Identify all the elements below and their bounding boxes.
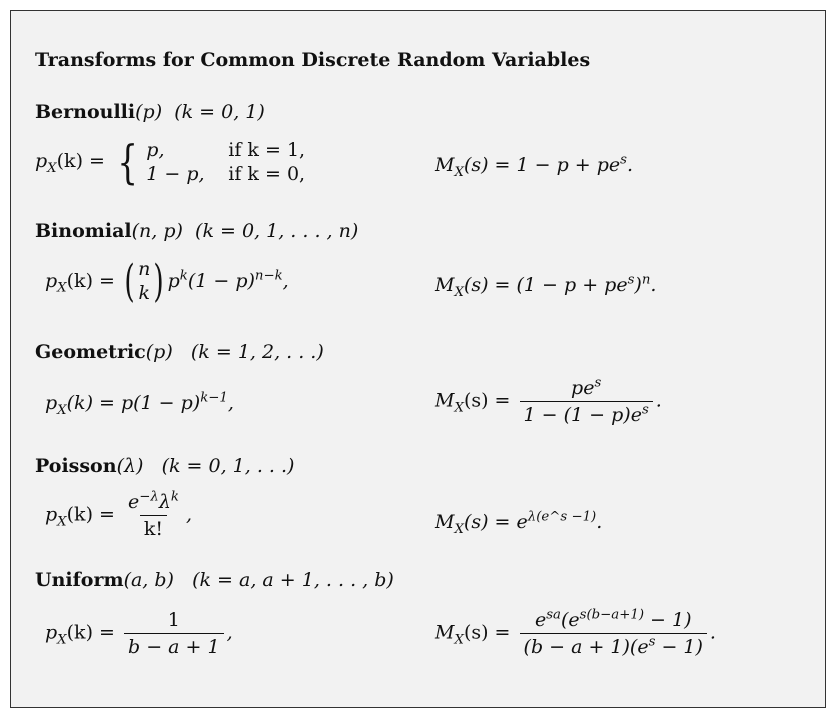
pmf-term-2: (1 − p) xyxy=(187,269,255,292)
pmf-symbol: p xyxy=(35,150,48,172)
uniform-pmf-fraction xyxy=(124,609,224,658)
case-1-value: p, xyxy=(146,139,165,161)
fraction-denominator: b − a + 1 xyxy=(124,633,224,658)
fraction-denominator: $(b - a + 1)(e^s - 1)$ xyxy=(520,633,707,658)
mgf-symbol: M xyxy=(435,621,455,644)
mgf-subscript: X xyxy=(454,284,464,300)
mgf-exponent: λ(e^s −1) xyxy=(527,509,597,525)
mgf-close-paren: ) xyxy=(634,274,642,296)
geometric-mgf-fraction xyxy=(520,377,653,426)
pmf-exponent: k−1 xyxy=(200,390,228,406)
poisson-pmf-fraction xyxy=(124,491,183,540)
binomial-coefficient xyxy=(121,255,168,307)
uniform-support: (k = a, a + 1, . . . , b) xyxy=(192,569,394,591)
mgf-symbol: M xyxy=(435,154,455,176)
left-brace-icon: { xyxy=(117,135,138,189)
poisson-heading xyxy=(35,455,294,477)
case-2-value: 1 − p, xyxy=(146,163,205,185)
pmf-subscript: X xyxy=(57,514,67,530)
bernoulli-heading xyxy=(35,101,265,123)
mgf-period: . xyxy=(596,511,603,533)
poisson-mgf xyxy=(435,509,603,537)
fraction-numerator: $e^{sa}(e^{s(b-a+1)} - 1)$ xyxy=(534,607,692,631)
pmf-term-exponent: k xyxy=(179,268,188,284)
fraction-denominator: $1 - (1 - p)e^s$ xyxy=(520,401,653,426)
binom-top: n xyxy=(138,258,151,280)
geometric-heading xyxy=(35,341,324,363)
pmf-comma: , xyxy=(226,621,233,644)
binomial-heading xyxy=(35,220,358,242)
pmf-subscript: X xyxy=(57,280,67,296)
pmf-argument: (k) = xyxy=(56,150,105,172)
uniform-mgf-fraction xyxy=(520,609,707,658)
pmf-comma: , xyxy=(282,269,289,292)
mgf-symbol: M xyxy=(435,511,455,533)
fraction-denominator: k! xyxy=(140,515,167,540)
mgf-subscript: X xyxy=(454,400,464,416)
fraction-numerator: $e^{-\lambda}\lambda^k$ xyxy=(128,489,179,513)
bernoulli-mgf xyxy=(435,152,634,180)
mgf-exponent: s xyxy=(620,152,627,168)
left-paren-icon: ( xyxy=(124,255,135,307)
binomial-name: Binomial xyxy=(35,220,132,242)
mgf-symbol: M xyxy=(435,274,455,296)
bernoulli-pmf xyxy=(35,135,306,189)
binomial-mgf xyxy=(435,272,657,300)
pmf-comma: , xyxy=(185,503,192,526)
bernoulli-params: (p) xyxy=(135,101,163,123)
geometric-support: (k = 1, 2, . . .) xyxy=(190,341,324,363)
fraction-numerator: $pe^s$ xyxy=(571,375,602,399)
fraction-numerator: 1 xyxy=(167,609,180,631)
mgf-subscript: X xyxy=(454,521,464,537)
mgf-argument: (s) = xyxy=(463,389,511,412)
uniform-params: (a, b) xyxy=(123,569,174,591)
case-1-condition: if k = 1, xyxy=(228,139,306,161)
pmf-subscript: X xyxy=(57,632,67,648)
pmf-symbol: p xyxy=(45,621,58,644)
mgf-period: . xyxy=(627,154,634,176)
mgf-expression: (s) = (1 − p + pe xyxy=(463,274,628,296)
pmf-argument: (k) = xyxy=(66,269,115,292)
poisson-params: (λ) xyxy=(116,455,144,477)
mgf-subscript: X xyxy=(454,164,464,180)
bernoulli-name: Bernoulli xyxy=(35,101,136,123)
poisson-support: (k = 0, 1, . . .) xyxy=(161,455,295,477)
pmf-term: p xyxy=(167,269,180,292)
pmf-symbol: p xyxy=(45,503,58,526)
mgf-symbol: M xyxy=(435,389,455,412)
pmf-expression: (k) = p(1 − p) xyxy=(66,392,201,414)
pmf-symbol: p xyxy=(45,392,58,414)
binomial-params: (n, p) xyxy=(131,220,183,242)
table-title: Transforms for Common Discrete Random Variables xyxy=(35,49,591,71)
mgf-expression: (s) = 1 − p + pe xyxy=(463,154,621,176)
uniform-pmf xyxy=(45,609,233,658)
mgf-period: . xyxy=(709,621,716,644)
mgf-exponent: s xyxy=(627,272,635,288)
right-paren-icon: ) xyxy=(153,255,165,307)
mgf-period: . xyxy=(655,389,662,412)
poisson-pmf xyxy=(45,491,192,540)
uniform-heading xyxy=(35,569,394,591)
pmf-subscript: X xyxy=(57,402,67,418)
mgf-subscript: X xyxy=(454,632,464,648)
bernoulli-support: (k = 0, 1) xyxy=(174,101,265,123)
pmf-subscript: X xyxy=(47,160,57,176)
geometric-name: Geometric xyxy=(35,341,146,363)
poisson-name: Poisson xyxy=(35,455,117,477)
mgf-period: . xyxy=(650,274,657,296)
mgf-argument: (s) = xyxy=(463,621,511,644)
pmf-term-2-exponent: n−k xyxy=(254,268,283,284)
binomial-pmf xyxy=(45,255,289,307)
binomial-support: (k = 0, 1, . . . , n) xyxy=(195,220,359,242)
pmf-comma: , xyxy=(227,392,234,414)
pmf-symbol: p xyxy=(45,269,58,292)
mgf-outer-exponent: n xyxy=(641,272,651,288)
pmf-argument: (k) = xyxy=(66,503,115,526)
uniform-name: Uniform xyxy=(35,569,124,591)
case-2-condition: if k = 0, xyxy=(228,163,306,185)
binom-bottom: k xyxy=(138,281,151,304)
geometric-mgf xyxy=(435,377,662,426)
uniform-mgf xyxy=(435,609,716,658)
geometric-params: (p) xyxy=(145,341,173,363)
bernoulli-cases xyxy=(111,135,306,189)
transforms-table-panel xyxy=(10,10,826,708)
mgf-expression: (s) = e xyxy=(463,511,528,533)
geometric-pmf xyxy=(45,390,234,418)
pmf-argument: (k) = xyxy=(66,621,115,644)
